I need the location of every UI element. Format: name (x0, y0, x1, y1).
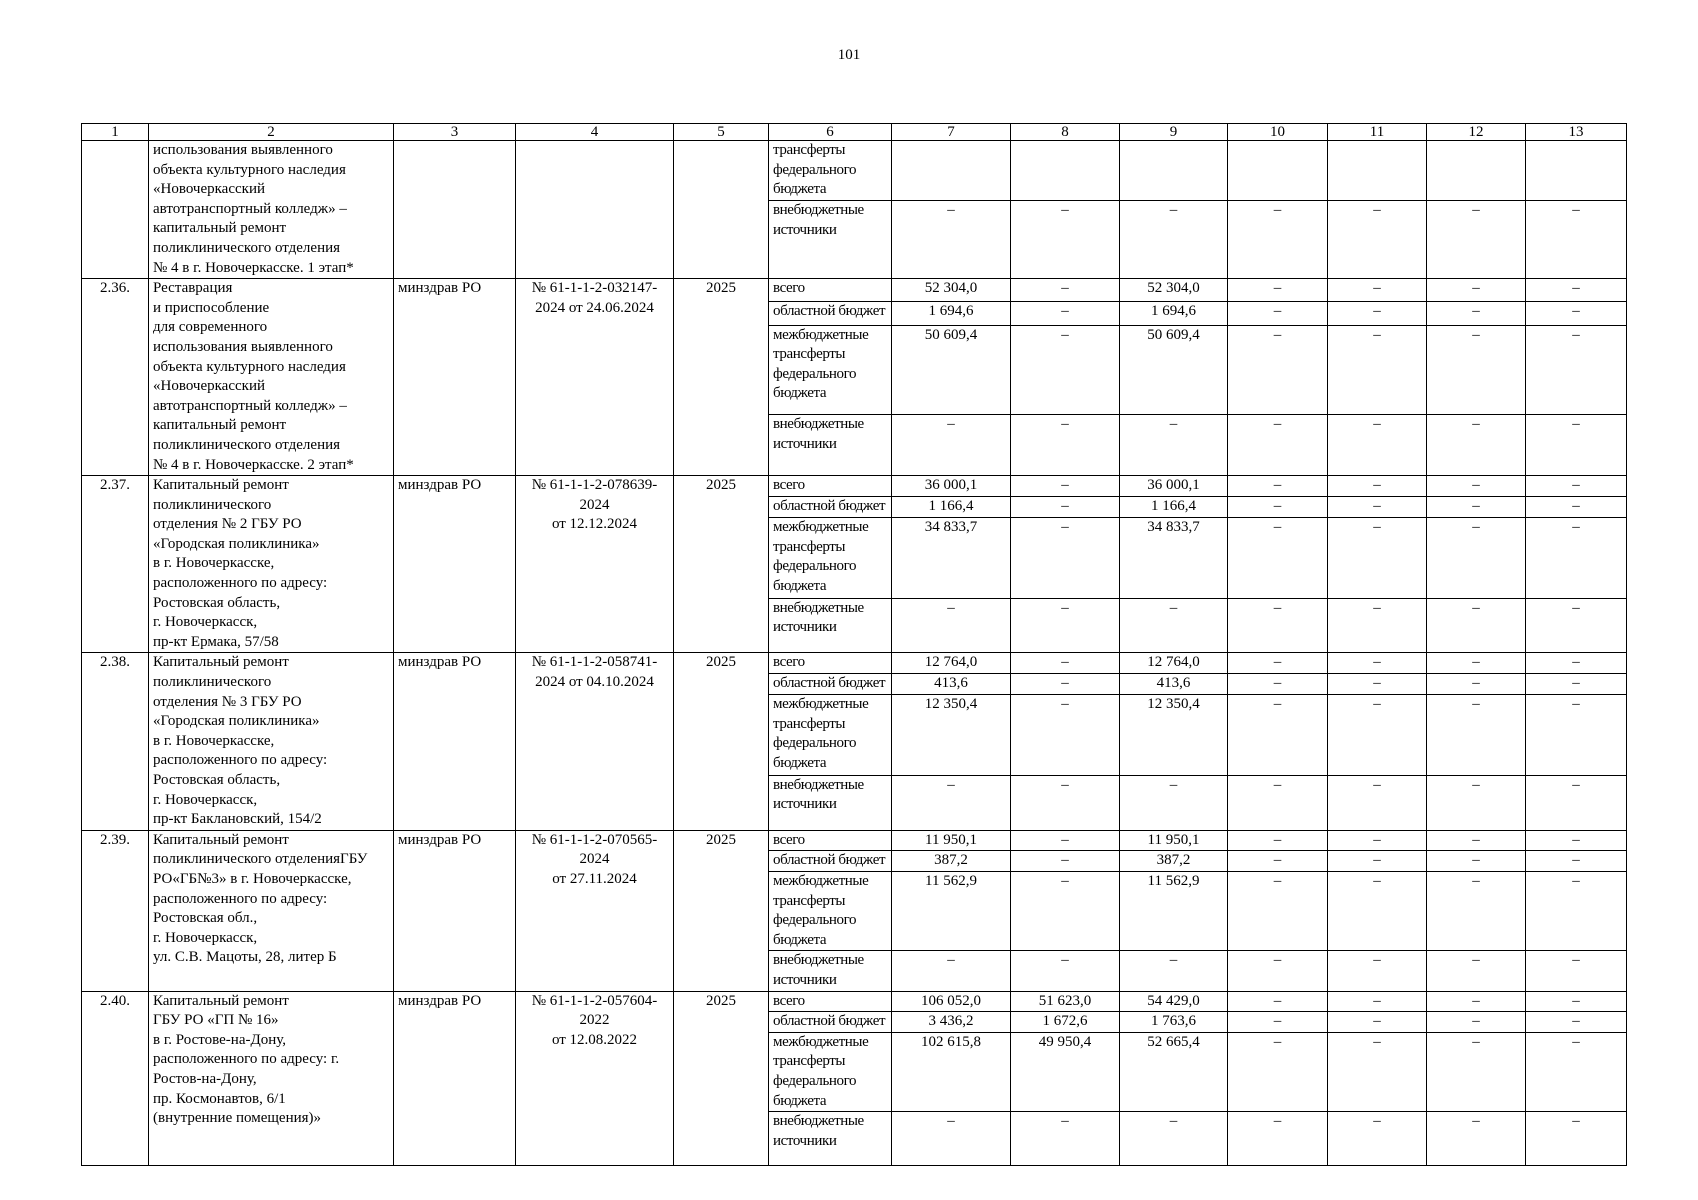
amount-cell: – (1526, 1032, 1627, 1111)
amount-cell: – (1011, 851, 1120, 872)
amount-cell (1011, 141, 1120, 201)
amount-cell: 1 672,6 (1011, 1012, 1120, 1033)
amount-cell: – (1328, 653, 1427, 674)
amount-cell: – (1228, 200, 1328, 278)
amount-cell: – (1120, 1112, 1228, 1166)
funding-source: внебюджетные источники (769, 951, 892, 991)
amount-cell: – (892, 200, 1011, 278)
amount-cell: 1 763,6 (1120, 1012, 1228, 1033)
funding-source: внебюджетные источники (769, 415, 892, 476)
amount-cell: – (1526, 598, 1627, 653)
amount-cell: 50 609,4 (892, 325, 1011, 415)
amount-cell: – (1120, 951, 1228, 991)
amount-cell: – (1526, 517, 1627, 598)
amount-cell: – (1427, 598, 1526, 653)
amount-cell: 1 166,4 (892, 497, 1011, 518)
document-cell: № 61-1-1-2-057604- 2022 от 12.08.2022 (516, 991, 674, 1166)
amount-cell: 413,6 (892, 674, 1011, 695)
amount-cell: – (1228, 1012, 1328, 1033)
amount-cell: – (1011, 517, 1120, 598)
amount-cell: – (1526, 695, 1627, 776)
amount-cell: – (1011, 674, 1120, 695)
amount-cell: – (1328, 830, 1427, 851)
funding-source: областной бюджет (769, 497, 892, 518)
financing-table (81, 123, 1627, 1166)
amount-cell: – (1427, 653, 1526, 674)
amount-cell: – (1526, 497, 1627, 518)
amount-cell: – (1120, 200, 1228, 278)
funding-source: областной бюджет (769, 302, 892, 325)
amount-cell: – (1526, 775, 1627, 830)
amount-cell: 51 623,0 (1011, 991, 1120, 1012)
amount-cell (1120, 141, 1228, 201)
table-row (82, 476, 1627, 497)
amount-cell: – (892, 775, 1011, 830)
amount-cell: 1 166,4 (1120, 497, 1228, 518)
amount-cell: – (1526, 851, 1627, 872)
amount-cell: – (1427, 497, 1526, 518)
amount-cell: 413,6 (1120, 674, 1228, 695)
amount-cell: – (1228, 415, 1328, 476)
row-number: 2.36. (82, 279, 149, 476)
amount-cell: – (1427, 830, 1526, 851)
funding-source: областной бюджет (769, 1012, 892, 1033)
amount-cell: 106 052,0 (892, 991, 1011, 1012)
amount-cell: – (1427, 415, 1526, 476)
column-number: 2 (149, 124, 394, 141)
amount-cell: – (1328, 695, 1427, 776)
year-cell: 2025 (674, 279, 769, 476)
funding-source: межбюджетные трансферты федерального бюджета (769, 517, 892, 598)
amount-cell: – (1427, 1112, 1526, 1166)
amount-cell: – (1228, 325, 1328, 415)
amount-cell: – (1427, 517, 1526, 598)
amount-cell: – (1228, 302, 1328, 325)
amount-cell: 34 833,7 (1120, 517, 1228, 598)
amount-cell: – (1427, 775, 1526, 830)
amount-cell: – (1526, 279, 1627, 302)
column-number: 6 (769, 124, 892, 141)
amount-cell: – (1011, 598, 1120, 653)
amount-cell: – (1526, 830, 1627, 851)
amount-cell: 52 304,0 (892, 279, 1011, 302)
document-cell: № 61-1-1-2-058741- 2024 от 04.10.2024 (516, 653, 674, 830)
executor-cell: минздрав РО (394, 653, 516, 830)
amount-cell: – (1011, 476, 1120, 497)
amount-cell: – (892, 598, 1011, 653)
amount-cell: 12 764,0 (1120, 653, 1228, 674)
amount-cell: – (1011, 695, 1120, 776)
amount-cell: – (1526, 674, 1627, 695)
amount-cell: – (1228, 674, 1328, 695)
amount-cell: – (1228, 279, 1328, 302)
table-row (82, 141, 1627, 201)
amount-cell: 3 436,2 (892, 1012, 1011, 1033)
amount-cell: – (1526, 415, 1627, 476)
amount-cell: – (1526, 476, 1627, 497)
funding-source: всего (769, 279, 892, 302)
funding-source: внебюджетные источники (769, 775, 892, 830)
column-number: 11 (1328, 124, 1427, 141)
funding-source: областной бюджет (769, 674, 892, 695)
amount-cell: – (1427, 325, 1526, 415)
amount-cell: – (1328, 871, 1427, 950)
funding-source: всего (769, 991, 892, 1012)
amount-cell: 11 562,9 (892, 871, 1011, 950)
amount-cell: – (1328, 1112, 1427, 1166)
funding-source: всего (769, 476, 892, 497)
amount-cell: – (1228, 830, 1328, 851)
funding-source: межбюджетные трансферты федерального бюджета (769, 695, 892, 776)
year-cell (674, 141, 769, 279)
amount-cell: 1 694,6 (892, 302, 1011, 325)
amount-cell: – (1011, 653, 1120, 674)
amount-cell (1427, 141, 1526, 201)
amount-cell: – (1011, 325, 1120, 415)
executor-cell: минздрав РО (394, 991, 516, 1166)
amount-cell: – (1228, 653, 1328, 674)
object-name: Капитальный ремонт поликлинического отделения № 2 ГБУ РО «Городская поликлиника» в г. Новочеркасске, расположенного по адресу: Ростовская область, г. Новочеркасск, пр-кт Ермака, 57/58 (149, 476, 394, 653)
amount-cell: – (1011, 497, 1120, 518)
amount-cell: – (1427, 991, 1526, 1012)
amount-cell: – (1120, 775, 1228, 830)
amount-cell: 52 304,0 (1120, 279, 1228, 302)
amount-cell: – (1427, 871, 1526, 950)
amount-cell (1526, 141, 1627, 201)
executor-cell (394, 141, 516, 279)
document-cell: № 61-1-1-2-070565- 2024 от 27.11.2024 (516, 830, 674, 991)
amount-cell: – (1328, 775, 1427, 830)
amount-cell: – (1011, 200, 1120, 278)
amount-cell: – (1328, 476, 1427, 497)
amount-cell: 36 000,1 (892, 476, 1011, 497)
amount-cell: – (892, 1112, 1011, 1166)
amount-cell: – (1427, 695, 1526, 776)
row-number: 2.38. (82, 653, 149, 830)
row-number (82, 141, 149, 279)
year-cell: 2025 (674, 476, 769, 653)
amount-cell: – (1011, 775, 1120, 830)
column-number: 8 (1011, 124, 1120, 141)
amount-cell: – (1228, 1112, 1328, 1166)
column-number: 7 (892, 124, 1011, 141)
amount-cell: 36 000,1 (1120, 476, 1228, 497)
amount-cell: 34 833,7 (892, 517, 1011, 598)
executor-cell: минздрав РО (394, 476, 516, 653)
amount-cell: – (1328, 302, 1427, 325)
amount-cell: – (1328, 674, 1427, 695)
column-number: 12 (1427, 124, 1526, 141)
amount-cell: – (1228, 598, 1328, 653)
amount-cell: 387,2 (892, 851, 1011, 872)
year-cell: 2025 (674, 653, 769, 830)
column-number: 10 (1228, 124, 1328, 141)
object-name: Капитальный ремонт ГБУ РО «ГП № 16» в г. Ростове-на-Дону, расположенного по адресу: г. Ростов-на-Дону, пр. Космонавтов, 6/1 (внутренние помещения)» (149, 991, 394, 1166)
amount-cell: 1 694,6 (1120, 302, 1228, 325)
document-cell (516, 141, 674, 279)
amount-cell: – (1427, 1012, 1526, 1033)
amount-cell: – (1328, 951, 1427, 991)
header-row (82, 124, 1627, 141)
year-cell: 2025 (674, 830, 769, 991)
object-name: использования выявленного объекта культурного наследия «Новочеркасский автотранспортный колледж» – капитальный ремонт поликлинического отделения № 4 в г. Новочеркасске. 1 этап* (149, 141, 394, 279)
amount-cell: – (1526, 1012, 1627, 1033)
column-number: 9 (1120, 124, 1228, 141)
amount-cell: – (1328, 497, 1427, 518)
amount-cell: – (1328, 200, 1427, 278)
amount-cell: – (1328, 279, 1427, 302)
amount-cell: – (1228, 991, 1328, 1012)
document-cell: № 61-1-1-2-032147- 2024 от 24.06.2024 (516, 279, 674, 476)
funding-source: межбюджетные трансферты федерального бюджета (769, 1032, 892, 1111)
funding-source: всего (769, 653, 892, 674)
amount-cell: – (1526, 302, 1627, 325)
amount-cell: – (1228, 871, 1328, 950)
amount-cell: – (1011, 830, 1120, 851)
amount-cell: – (1011, 279, 1120, 302)
amount-cell: 11 950,1 (892, 830, 1011, 851)
amount-cell: 52 665,4 (1120, 1032, 1228, 1111)
row-number: 2.37. (82, 476, 149, 653)
amount-cell: 387,2 (1120, 851, 1228, 872)
amount-cell: – (1427, 951, 1526, 991)
amount-cell: – (892, 415, 1011, 476)
amount-cell: – (1328, 851, 1427, 872)
amount-cell: – (1328, 991, 1427, 1012)
amount-cell: – (1526, 991, 1627, 1012)
object-name: Капитальный ремонт поликлинического отделенияГБУ РО«ГБ№3» в г. Новочеркасске, расположенного по адресу: Ростовская обл., г. Новочеркасск, ул. С.В. Мацоты, 28, литер Б (149, 830, 394, 991)
amount-cell: 49 950,4 (1011, 1032, 1120, 1111)
amount-cell: – (1427, 1032, 1526, 1111)
amount-cell: – (1526, 1112, 1627, 1166)
funding-source: всего (769, 830, 892, 851)
document-cell: № 61-1-1-2-078639- 2024 от 12.12.2024 (516, 476, 674, 653)
amount-cell: – (1427, 851, 1526, 872)
column-number: 3 (394, 124, 516, 141)
amount-cell: – (1011, 951, 1120, 991)
amount-cell (1228, 141, 1328, 201)
amount-cell (1328, 141, 1427, 201)
object-name: Реставрация и приспособление для современного использования выявленного объекта культурного наследия «Новочеркасский автотранспортный колледж» – капитальный ремонт поликлинического отделения № 4 в г. Новочеркасске. 2 этап* (149, 279, 394, 476)
amount-cell: – (1526, 200, 1627, 278)
amount-cell: – (892, 951, 1011, 991)
amount-cell: – (1228, 517, 1328, 598)
amount-cell: – (1427, 279, 1526, 302)
amount-cell: 12 764,0 (892, 653, 1011, 674)
column-number: 1 (82, 124, 149, 141)
amount-cell: – (1228, 1032, 1328, 1111)
row-number: 2.39. (82, 830, 149, 991)
amount-cell: – (1120, 598, 1228, 653)
amount-cell: – (1228, 775, 1328, 830)
amount-cell (892, 141, 1011, 201)
amount-cell: – (1328, 325, 1427, 415)
amount-cell: – (1011, 871, 1120, 950)
table-row (82, 653, 1627, 674)
column-number: 4 (516, 124, 674, 141)
column-number: 5 (674, 124, 769, 141)
amount-cell: – (1228, 497, 1328, 518)
amount-cell: – (1120, 415, 1228, 476)
amount-cell: 11 950,1 (1120, 830, 1228, 851)
amount-cell: – (1011, 302, 1120, 325)
table-row (82, 991, 1627, 1012)
amount-cell: – (1011, 415, 1120, 476)
page-number: 101 (837, 47, 861, 63)
funding-source: межбюджетные трансферты федерального бюджета (769, 871, 892, 950)
amount-cell: 54 429,0 (1120, 991, 1228, 1012)
column-number: 13 (1526, 124, 1627, 141)
amount-cell: – (1228, 851, 1328, 872)
amount-cell: – (1526, 951, 1627, 991)
amount-cell: – (1328, 517, 1427, 598)
amount-cell: – (1526, 325, 1627, 415)
amount-cell: – (1427, 674, 1526, 695)
year-cell: 2025 (674, 991, 769, 1166)
amount-cell: – (1228, 951, 1328, 991)
funding-source: трансферты федерального бюджета (769, 141, 892, 201)
amount-cell: – (1228, 695, 1328, 776)
funding-source: областной бюджет (769, 851, 892, 872)
amount-cell: – (1328, 1012, 1427, 1033)
amount-cell: 12 350,4 (1120, 695, 1228, 776)
amount-cell: – (1011, 1112, 1120, 1166)
amount-cell: – (1526, 871, 1627, 950)
table-row (82, 279, 1627, 302)
amount-cell: – (1328, 598, 1427, 653)
amount-cell: – (1427, 302, 1526, 325)
amount-cell: 11 562,9 (1120, 871, 1228, 950)
funding-source: внебюджетные источники (769, 598, 892, 653)
executor-cell: минздрав РО (394, 279, 516, 476)
amount-cell: – (1328, 415, 1427, 476)
executor-cell: минздрав РО (394, 830, 516, 991)
object-name: Капитальный ремонт поликлинического отделения № 3 ГБУ РО «Городская поликлиника» в г. Новочеркасске, расположенного по адресу: Ростовская область, г. Новочеркасск, пр-кт Баклановский, 154/2 (149, 653, 394, 830)
amount-cell: 102 615,8 (892, 1032, 1011, 1111)
amount-cell: – (1427, 476, 1526, 497)
amount-cell: – (1526, 653, 1627, 674)
table-row (82, 830, 1627, 851)
funding-source: внебюджетные источники (769, 1112, 892, 1166)
funding-source: внебюджетные источники (769, 200, 892, 278)
amount-cell: 12 350,4 (892, 695, 1011, 776)
funding-source: межбюджетные трансферты федерального бюджета (769, 325, 892, 415)
amount-cell: 50 609,4 (1120, 325, 1228, 415)
amount-cell: – (1228, 476, 1328, 497)
amount-cell: – (1427, 200, 1526, 278)
amount-cell: – (1328, 1032, 1427, 1111)
row-number: 2.40. (82, 991, 149, 1166)
